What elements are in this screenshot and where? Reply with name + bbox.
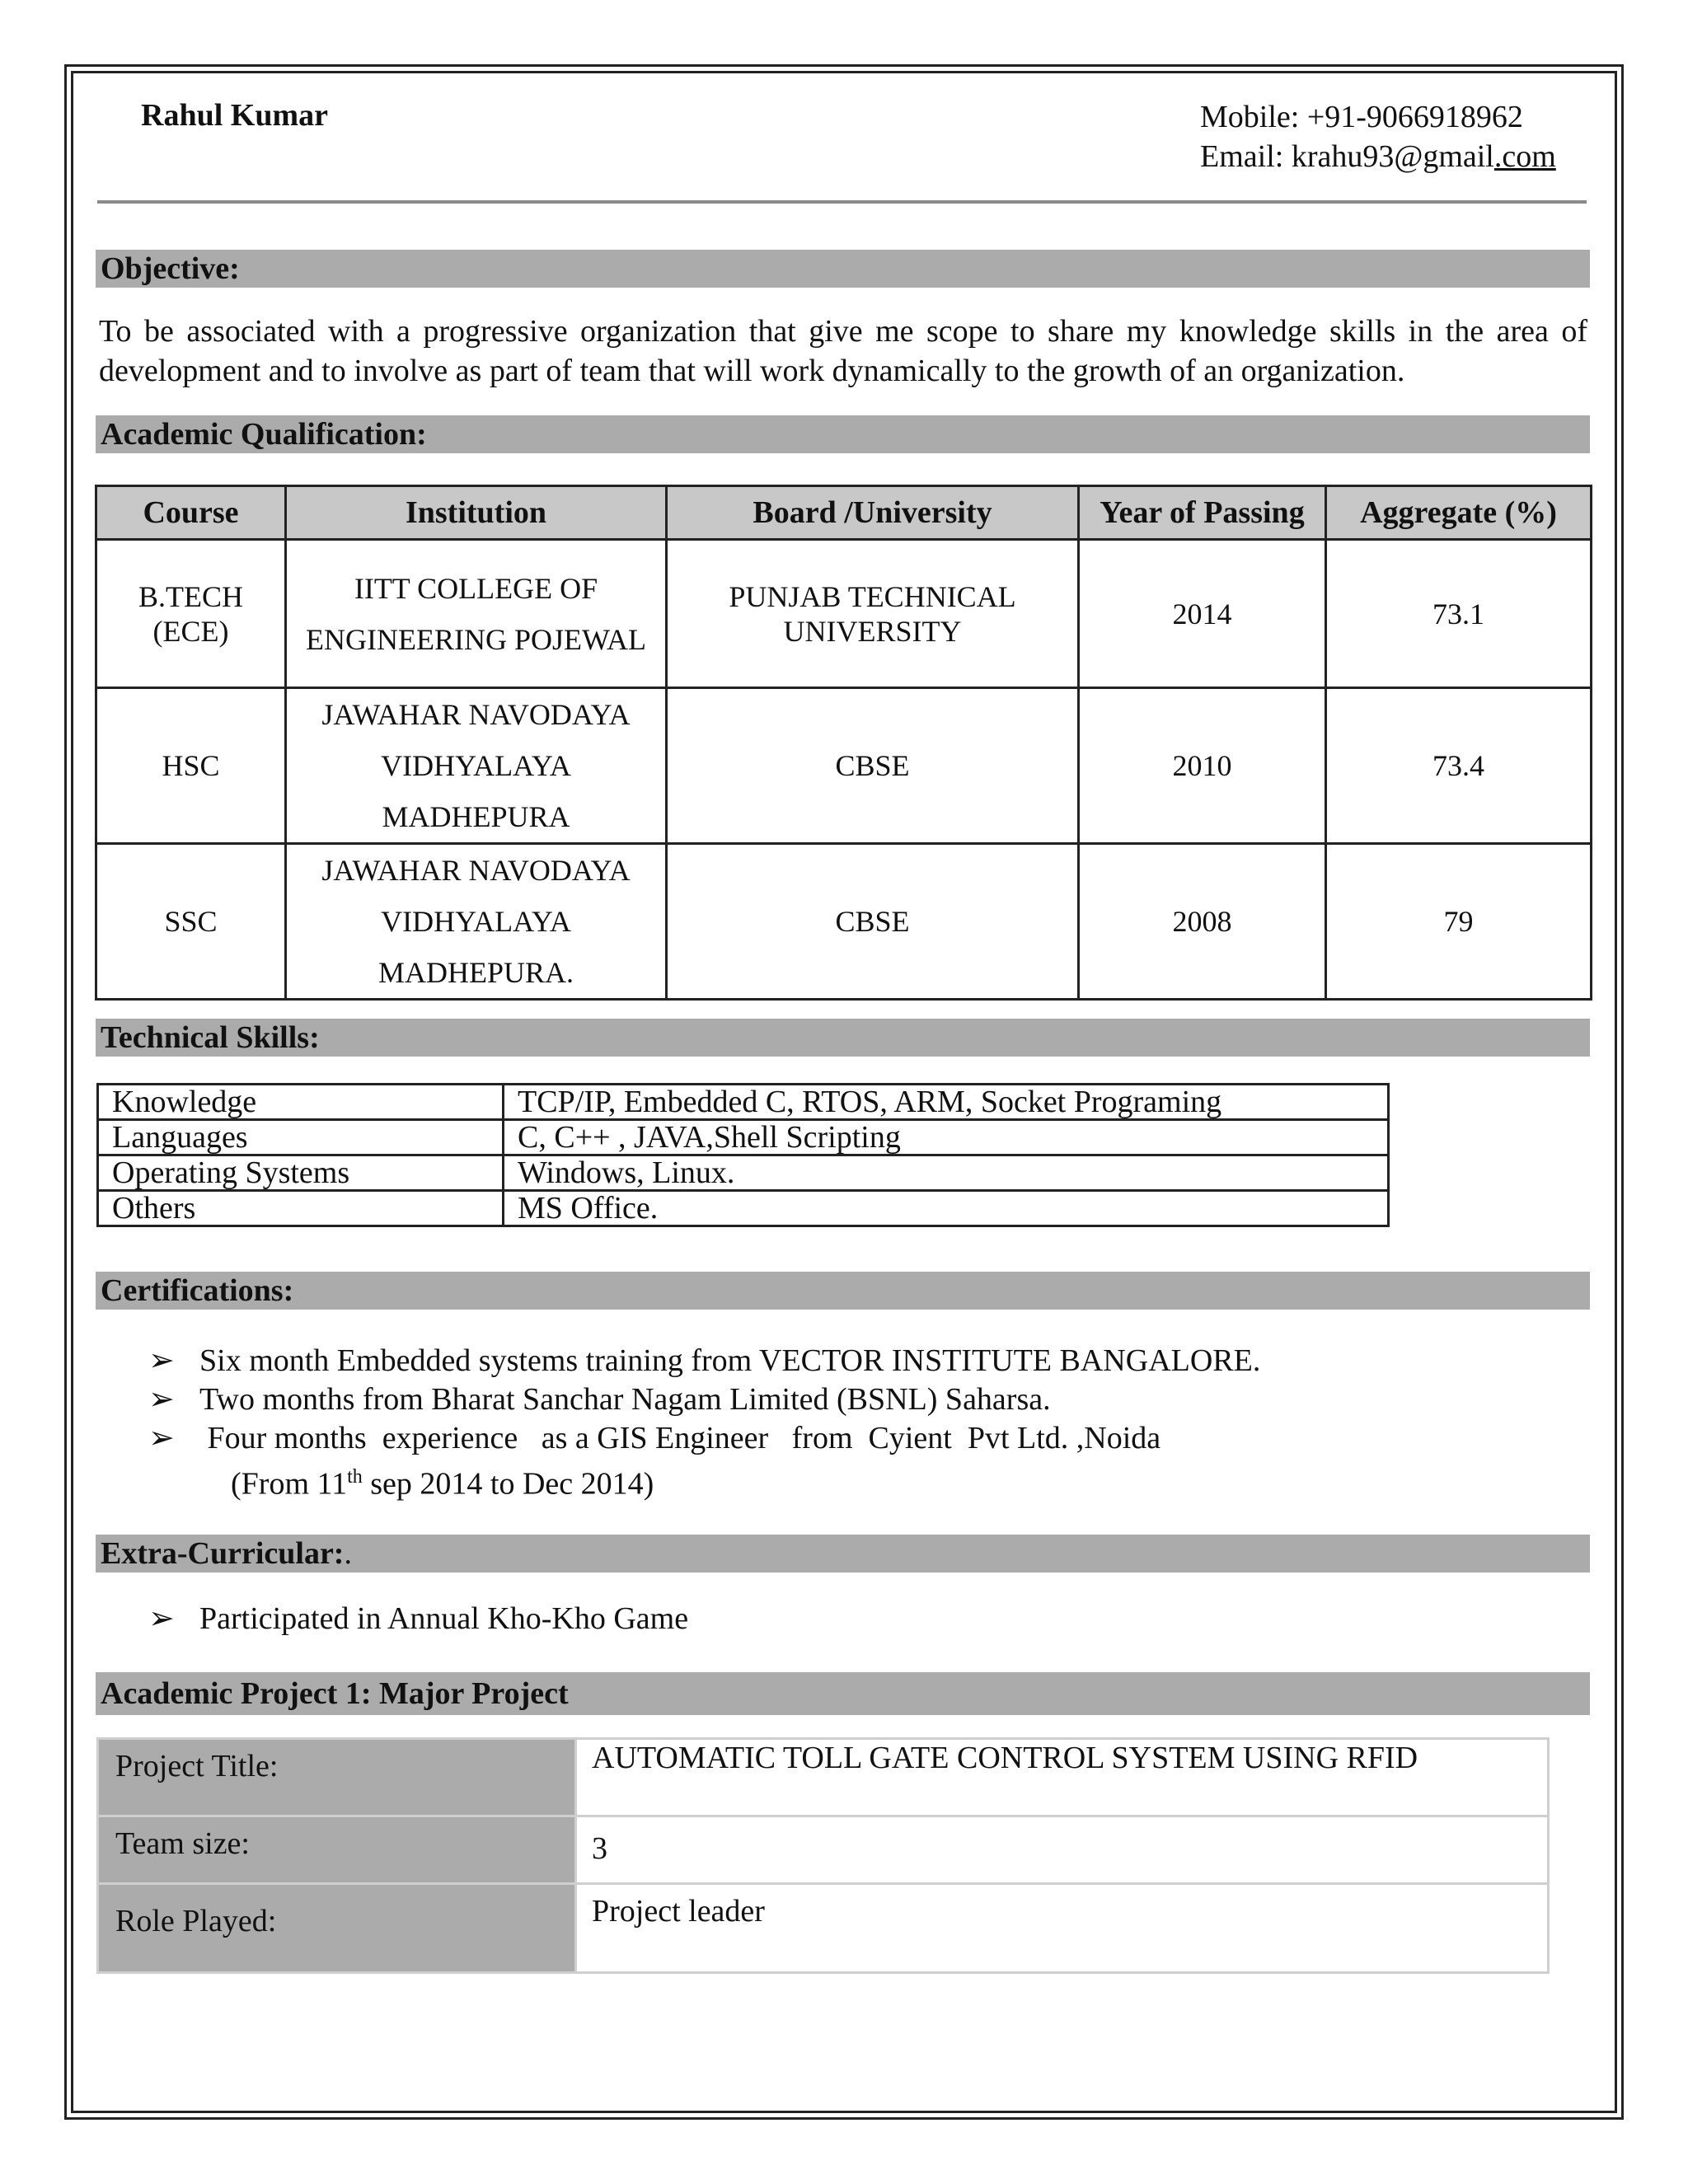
skill-value: Windows, Linux.	[504, 1155, 1389, 1191]
skill-label: Languages	[98, 1120, 504, 1155]
table-row	[96, 540, 1592, 688]
table-row	[98, 1120, 1389, 1155]
institution-line: VIDHYALAYA	[381, 749, 571, 782]
project-title-label: Project Title:	[98, 1739, 576, 1816]
email-domain[interactable]: .com	[1493, 139, 1556, 174]
institution-line: VIDHYALAYA	[381, 905, 571, 938]
table-row	[96, 844, 1592, 1000]
institution-line: MADHEPURA.	[377, 956, 574, 989]
email-label: Email:	[1200, 139, 1284, 174]
mobile-label: Mobile:	[1200, 100, 1300, 134]
certification-text: Six month Embedded systems training from VECTOR INSTITUTE BANGALORE.	[199, 1343, 1261, 1378]
role-label: Role Played:	[98, 1884, 576, 1973]
cell-course: SSC	[96, 844, 286, 1000]
ordinal-suffix: th	[347, 1466, 363, 1488]
board-line: PUNJAB TECHNICAL	[729, 579, 1016, 613]
certification-text: Two months from Bharat Sanchar Nagam Limited (BSNL) Saharsa.	[199, 1382, 1051, 1417]
cell-year: 2010	[1079, 688, 1326, 844]
cell-board: CBSE	[667, 844, 1079, 1000]
skill-value: TCP/IP, Embedded C, RTOS, ARM, Socket Programing	[504, 1085, 1389, 1120]
col-header-institution: Institution	[286, 486, 667, 540]
role-value: Project leader	[576, 1884, 1549, 1973]
email-line	[1200, 137, 1556, 176]
institution-line: ENGINEERING POJEWAL	[306, 622, 646, 656]
skill-value: MS Office.	[504, 1191, 1389, 1226]
extra-text: Participated in Annual Kho-Kho Game	[199, 1601, 689, 1636]
certifications-list	[148, 1342, 1550, 1504]
course-line: (ECE)	[152, 614, 229, 648]
board-line: UNIVERSITY	[783, 614, 962, 648]
col-header-board: Board /University	[667, 486, 1079, 540]
skill-label: Knowledge	[98, 1085, 504, 1120]
list-item	[148, 1342, 1550, 1380]
mobile-line	[1200, 97, 1556, 137]
list-item	[148, 1600, 1550, 1638]
academic-table	[95, 485, 1592, 1001]
cell-board	[667, 540, 1079, 688]
arrow-bullet-icon: ➢	[148, 1343, 175, 1378]
header-divider	[97, 200, 1587, 204]
col-header-aggregate: Aggregate (%)	[1326, 486, 1592, 540]
cell-year: 2014	[1079, 540, 1326, 688]
email-user[interactable]: krahu93@gmail	[1291, 139, 1494, 174]
col-header-course: Course	[96, 486, 286, 540]
project-title-value: AUTOMATIC TOLL GATE CONTROL SYSTEM USING RFID	[576, 1739, 1549, 1816]
list-item	[148, 1380, 1550, 1419]
cell-course: HSC	[96, 688, 286, 844]
table-row	[96, 688, 1592, 844]
extra-heading-dot: .	[344, 1536, 352, 1571]
institution-line: IITT COLLEGE OF	[354, 571, 598, 605]
team-size-label: Team size:	[98, 1816, 576, 1884]
cell-aggregate: 73.1	[1326, 540, 1592, 688]
mobile-number: +91-9066918962	[1306, 100, 1523, 134]
contact-block	[1200, 97, 1556, 176]
extra-list	[148, 1600, 1550, 1638]
table-row	[98, 1155, 1389, 1191]
date-range-end: sep 2014 to Dec 2014)	[362, 1466, 654, 1502]
project-table	[96, 1737, 1550, 1974]
skill-value: C, C++ , JAVA,Shell Scripting	[504, 1120, 1389, 1155]
cell-institution	[286, 688, 667, 844]
skills-table	[96, 1083, 1390, 1227]
certification-dates	[148, 1458, 1550, 1504]
cell-institution	[286, 540, 667, 688]
cell-aggregate: 73.4	[1326, 688, 1592, 844]
cell-aggregate: 79	[1326, 844, 1592, 1000]
institution-line: MADHEPURA	[382, 800, 570, 833]
table-row	[98, 1884, 1549, 1973]
cell-board: CBSE	[667, 688, 1079, 844]
section-project-heading: Academic Project 1: Major Project	[96, 1672, 1590, 1715]
course-line: B.TECH	[138, 579, 243, 613]
section-technical-heading: Technical Skills:	[96, 1019, 1590, 1057]
col-header-year: Year of Passing	[1079, 486, 1326, 540]
table-row	[98, 1085, 1389, 1120]
institution-line: JAWAHAR NAVODAYA	[321, 854, 631, 887]
section-extra-heading	[96, 1535, 1590, 1572]
objective-text: To be associated with a progressive organization that give me scope to share my knowledge skills in the area of development and to involve as part of team that will work dynamically to the growth of an organization.	[99, 314, 1587, 388]
table-row	[98, 1816, 1549, 1884]
cell-course	[96, 540, 286, 688]
arrow-bullet-icon: ➢	[148, 1382, 175, 1417]
section-objective-heading: Objective:	[96, 250, 1590, 288]
skill-label: Operating Systems	[98, 1155, 504, 1191]
table-row	[98, 1739, 1549, 1816]
skill-label: Others	[98, 1191, 504, 1226]
arrow-bullet-icon: ➢	[148, 1601, 175, 1636]
list-item	[148, 1419, 1550, 1458]
date-range-start: (From 11	[231, 1466, 348, 1502]
cell-institution	[286, 844, 667, 1000]
section-certifications-heading: Certifications:	[96, 1272, 1590, 1310]
institution-line: JAWAHAR NAVODAYA	[321, 698, 631, 731]
team-size-value: 3	[576, 1816, 1549, 1884]
cell-year: 2008	[1079, 844, 1326, 1000]
certification-text: Four months experience as a GIS Engineer from Cyient Pvt Ltd. ,Noida	[199, 1421, 1161, 1455]
table-header-row	[96, 486, 1592, 540]
candidate-name: Rahul Kumar	[141, 98, 328, 133]
section-academic-heading: Academic Qualification:	[96, 415, 1590, 453]
arrow-bullet-icon: ➢	[148, 1421, 175, 1455]
table-row	[98, 1191, 1389, 1226]
extra-heading-text: Extra-Curricular:	[101, 1536, 345, 1571]
